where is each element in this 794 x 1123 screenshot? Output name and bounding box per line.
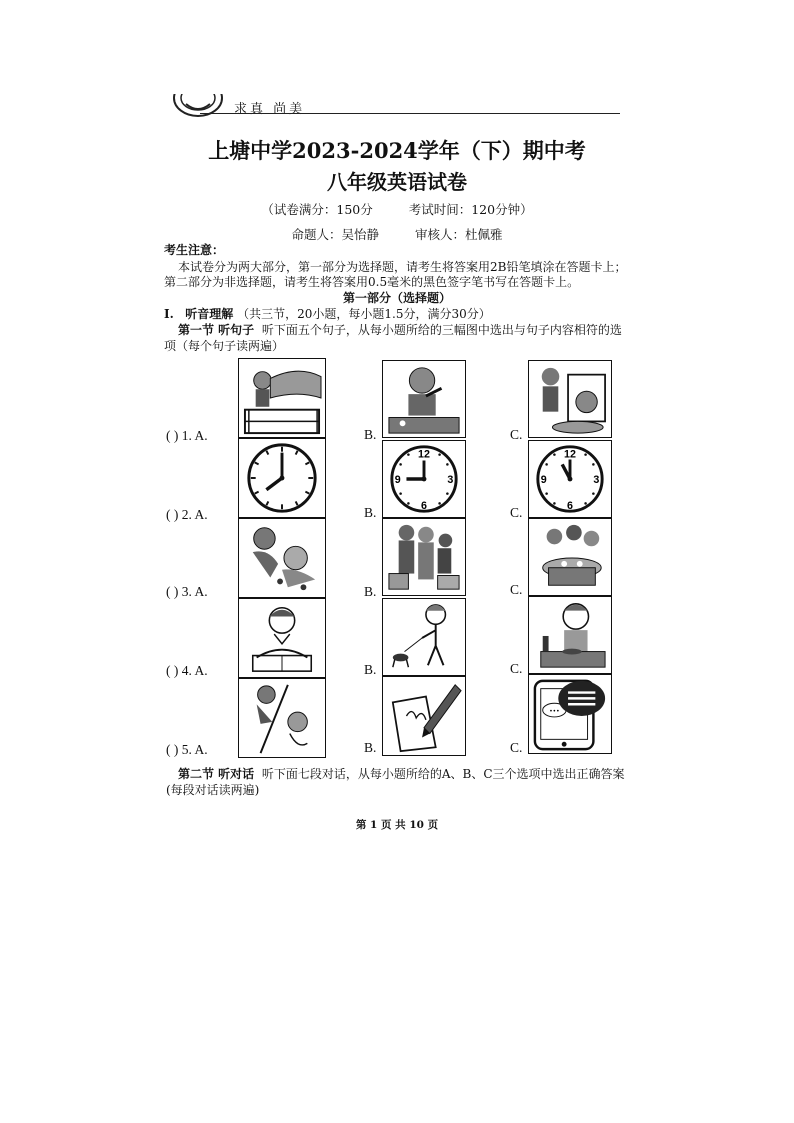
- sub-section-two: [178, 766, 625, 783]
- clock-number-12: 12: [564, 448, 576, 461]
- smartphone-chat-icon: [528, 674, 612, 754]
- boy-brushing-teeth-icon: [382, 360, 466, 438]
- sub-section-two-title: 第二节 听对话: [178, 767, 255, 781]
- clock-number-9: 9: [540, 473, 547, 486]
- sub-section-one-title: 第一节 听句子: [178, 323, 255, 337]
- section-one-header: [164, 306, 491, 323]
- family-dinner-icon: [528, 518, 612, 596]
- question-3-option-c: C.: [510, 582, 523, 597]
- clock-number-12: 12: [418, 448, 430, 461]
- question-4-label: ( ) 4. A.: [166, 663, 208, 678]
- school-motto: 求真 尚美: [234, 102, 306, 117]
- boy-making-bed-icon: [238, 358, 326, 438]
- question-1-label: ( ) 1. A.: [166, 428, 208, 443]
- question-4-option-b: B.: [364, 662, 377, 677]
- exam-title: 上塘中学2023-2024学年（下）期中考: [208, 138, 586, 163]
- notice-line-2: 第二部分为非选择题，请考生将答案用0.5毫米的黑色签字笔书写在答题卡上。: [164, 275, 580, 289]
- clock-number-6: 6: [567, 500, 573, 513]
- question-setter: 命题人：吴怡静: [291, 227, 379, 242]
- sub-section-two-desc: 听下面七段对话，从每小题所给的A、B、C三个选项中选出正确答案: [261, 767, 625, 781]
- section-number: I.: [164, 307, 174, 321]
- sub-section-one: [178, 322, 622, 339]
- question-2-option-b: B.: [364, 505, 377, 520]
- question-5-label: ( ) 5. A.: [166, 742, 208, 757]
- question-3-option-b: B.: [364, 584, 377, 599]
- school-logo: [172, 94, 224, 120]
- header-rule: [200, 113, 620, 114]
- clock-number-3: 3: [593, 473, 600, 486]
- clock-8-oclock-icon: [238, 438, 326, 518]
- exam-time: 考试时间：120分钟）: [408, 202, 533, 217]
- family-shopping-icon: [382, 518, 466, 596]
- page-number: 第 1 页 共 10 页: [355, 819, 439, 831]
- question-3-label: ( ) 3. A.: [166, 584, 208, 599]
- part-one-heading: 第一部分（选择题）: [342, 291, 451, 305]
- sub-section-one-desc: 听下面五个句子，从每小题所给的三幅图中选出与句子内容相符的选: [261, 323, 622, 337]
- question-1-option-c: C.: [510, 427, 523, 442]
- boy-washing-clothes-icon: [528, 360, 612, 438]
- boy-cooking-icon: [528, 596, 612, 674]
- clock-11-oclock-icon: [528, 440, 612, 518]
- question-1-option-b: B.: [364, 427, 377, 442]
- full-score: （试卷满分：150分: [261, 202, 373, 217]
- clock-9-oclock-icon: [382, 440, 466, 518]
- question-4-option-c: C.: [510, 661, 523, 676]
- boy-walking-dog-icon: [382, 598, 466, 676]
- question-5-option-c: C.: [510, 740, 523, 755]
- exam-meta-score: [0, 200, 794, 218]
- clock-number-3: 3: [447, 473, 454, 486]
- children-playing-icon: [238, 518, 326, 598]
- svg-text:•••: •••: [549, 709, 560, 716]
- clock-number-6: 6: [421, 500, 427, 513]
- phone-call-icon: [238, 678, 326, 758]
- question-5-option-b: B.: [364, 740, 377, 755]
- sub-section-one-desc-cont: 项（每个句子读两遍）: [164, 339, 285, 353]
- sub-section-two-desc-cont: (每段对话读两遍): [166, 783, 260, 797]
- letter-pen-icon: [382, 676, 466, 756]
- notice-line-1: 本试卷分为两大部分，第一部分为选择题，请考生将答案用2B铅笔填涂在答题卡上；: [178, 260, 627, 274]
- section-title: 听音理解: [185, 307, 234, 321]
- question-2-label: ( ) 2. A.: [166, 507, 208, 522]
- reviewer: 审核人：杜佩雅: [414, 227, 503, 242]
- boy-reading-icon: [238, 598, 326, 678]
- section-info: （共三节，20小题，每小题1.5分，满分30分）: [237, 307, 491, 321]
- exam-subtitle: 八年级英语试卷: [327, 170, 467, 194]
- question-2-option-c: C.: [510, 505, 523, 520]
- exam-meta-authors: [0, 225, 794, 243]
- notice-heading: 考生注意：: [164, 243, 225, 257]
- clock-number-9: 9: [394, 473, 401, 486]
